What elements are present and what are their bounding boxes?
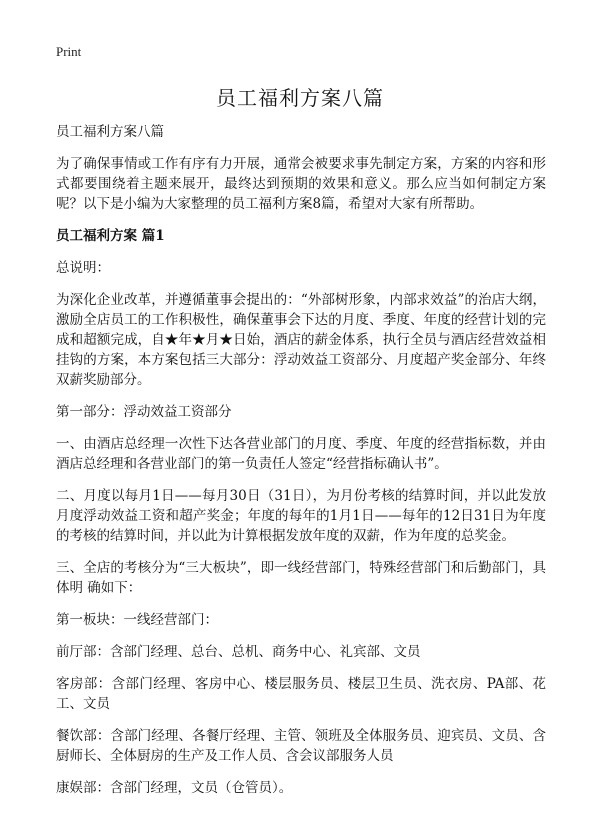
item-one: 一、由酒店总经理一次性下达各营业部门的月度、季度、年度的经营指标数，并由酒店总经理和各营业部门的第一负责任人签定“经营指标确认书”。 bbox=[56, 436, 546, 472]
section-heading: 员工福利方案 篇1 bbox=[56, 228, 165, 244]
part-one-heading: 第一部分：浮动效益工资部分 bbox=[56, 404, 232, 420]
paragraph-overview: 为深化企业改革，并遵循董事会提出的：“外部树形象，内部求效益”的治店大纲，激励全店员工的工作积极性，确保董事会下达的月度、季度、年度的经营计划的完成和超额完成，自★年★月★日始，酒店的薪金体系，执行全员与酒店经营效益相挂钩的方案，本方案包括三大部分：浮动效益工资部分、月度超产奖金部分、年终双薪奖励部分。 bbox=[56, 292, 546, 388]
page-title: 员工福利方案八篇 bbox=[216, 86, 384, 110]
dept-recreation: 康娱部：含部门经理，文员（仓管员）。 bbox=[56, 780, 293, 796]
intro-paragraph: 为了确保事情或工作有序有力开展，通常会被要求事先制定方案，方案的内容和形式都要围绕着主题来展开，最终达到预期的效果和意义。那么应当如何制定方案呢？以下是小编为大家整理的员工福利方案8篇，希望对大家有所帮助。 bbox=[56, 156, 546, 212]
block-one-heading: 第一板块：一线经营部门： bbox=[56, 612, 218, 628]
item-two: 二、月度以每月1日——每月30日（31日），为月份考核的结算时间，并以此发放月度浮动效益工资和超产奖金；年度的每年的1月1日——每年的12日31日为年度的考核的结算时间，并以此为计算根据发放年度的双薪，作为年度的总奖金。 bbox=[56, 488, 546, 544]
summary-label: 总说明： bbox=[56, 260, 110, 276]
dept-front-desk: 前厅部：含部门经理、总台、总机、商务中心、礼宾部、文员 bbox=[56, 644, 421, 660]
subtitle: 员工福利方案八篇 bbox=[56, 124, 164, 140]
item-three: 三、全店的考核分为“三大板块”，即一线经营部门，特殊经营部门和后勤部门，具体明 确如下： bbox=[56, 560, 546, 596]
document-body bbox=[56, 122, 546, 810]
dept-housekeeping: 客房部：含部门经理、客房中心、楼层服务员、楼层卫生员、洗衣房、PA部、花工、文员 bbox=[56, 676, 546, 712]
dept-food-beverage: 餐饮部：含部门经理、各餐厅经理、主管、领班及全体服务员、迎宾员、文员、含厨师长、全体厨房的生产及工作人员、含会议部服务人员 bbox=[56, 728, 546, 764]
print-link[interactable]: Print bbox=[56, 44, 82, 59]
